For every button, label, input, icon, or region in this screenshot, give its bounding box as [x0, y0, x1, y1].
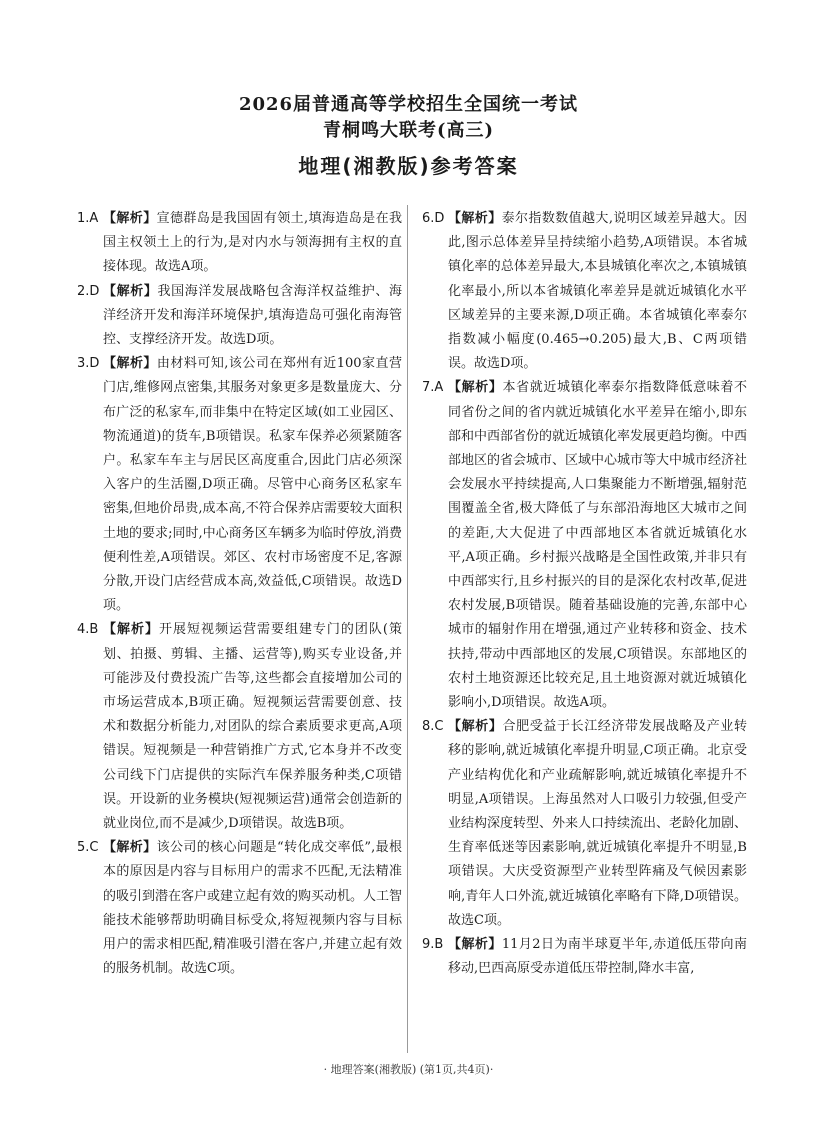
analysis-text: 开展短视频运营需要组建专门的团队(策划、拍摄、剪辑、主播、运营等),购买专业设备,并可能涉及付费投流广告等,这些都会直接增加公司的市场运营成本,B项正确。短视频运营需要创意、技术和数据分析能力,对团队的综合素质要求更高,A项错误。短视频是一种营销推广方式,它本身并不改变公司线下门店提供的实际汽车保养服务种类,C项错误。开设新的业务模块(短视频运营)通常会创造新的就业岗位,而不是减少,D项错误。故选B项。: [103, 622, 402, 832]
answer-number: 1.A: [77, 211, 99, 226]
answer-item: [77, 618, 402, 836]
column-divider: [407, 205, 408, 1053]
answer-item: [422, 933, 747, 981]
right-column: [422, 207, 747, 982]
analysis-text: 宣德群岛是我国固有领土,填海造岛是在我国主权领土上的行为,是对内水与领海拥有主权的直接体现。故选A项。: [103, 211, 402, 275]
analysis-text: 合肥受益于长江经济带发展战略及产业转移的影响,就近城镇化率提升明显,C项正确。北京受产业结构优化和产业疏解影响,就近城镇化率提升不明显,A项错误。上海虽然对人口吸引力较强,但受产业结构深度转型、外来人口持续流出、老龄化加剧、生育率低迷等因素影响,就近城镇化率提升不明显,B项错误。大庆受资源型产业转型阵痛及气候因素影响,青年人口外流,就近城镇化率略有下降,D项错误。故选C项。: [448, 719, 748, 928]
left-column: [77, 207, 402, 982]
answer-item: [422, 376, 747, 715]
answer-item: [77, 207, 402, 280]
answer-number: 7.A: [422, 380, 444, 396]
answer-number: 5.C: [77, 840, 99, 856]
answer-number: 6.D: [422, 211, 445, 226]
analysis-text: 我国海洋发展战略包含海洋权益维护、海洋经济开发和海洋环境保护,填海造岛可强化南海管控、支撑经济开发。故选D项。: [103, 283, 402, 348]
answer-item: [77, 836, 402, 981]
answer-item: [422, 207, 747, 376]
answer-item: [422, 715, 747, 933]
analysis-text: 本省就近城镇化率泰尔指数降低意味着不同省份之间的省内就近城镇化水平差异在缩小,即东部和中西部省份的就近城镇化率发展更趋均衡。中西部地区的省会城市、区域中心城市等大中城市经济社会发展水平持续提高,人口集聚能力不断增强,辐射范围覆盖全省,极大降低了与东部沿海地区大城市之间的差距,大大促进了中西部地区本省就近城镇化水平,A项正确。乡村振兴战略是全国性政策,并非只有中西部实行,且乡村振兴的目的是深化农村改革,促进农村发展,B项错误。随着基础设施的完善,东部中心城市的辐射作用在增强,通过产业转移和资金、技术扶持,带动中西部地区的发展,C项错误。东部地区的农村土地资源还比较充足,且土地资源对就近城镇化影响小,D项错误。故选A项。: [448, 380, 748, 711]
answer-key-title: 地理(湘教版)参考答案: [298, 154, 519, 178]
exam-subtitle: 青桐鸣大联考(高三): [322, 120, 495, 141]
analysis-tag: 【解析】: [103, 840, 157, 856]
analysis-tag: 【解析】: [103, 622, 159, 638]
analysis-tag: 【解析】: [448, 719, 503, 735]
page-footer: · 地理答案(湘教版) (第1页,共4页)·: [323, 1063, 494, 1076]
exam-title: 2026届普通高等学校招生全国统一考试: [238, 94, 579, 115]
analysis-tag: 【解析】: [103, 356, 157, 372]
answer-number: 4.B: [77, 622, 99, 638]
analysis-tag: 【解析】: [448, 211, 502, 226]
answer-number: 3.D: [77, 356, 100, 372]
answer-item: [77, 280, 402, 353]
analysis-text: 由材料可知,该公司在郑州有近100家直营门店,维修网点密集,其服务对象更多是数量庞大、分布广泛的私家车,而非集中在特定区域(如工业园区、物流通道)的货车,B项错误。私家车保养必须紧随客户。私家车车主与居民区高度重合,因此门店必须深入客户的生活圈,D项正确。尽管中心商务区私家车密集,但地价昂贵,成本高,不符合保养店需要较大面积土地的要求;同时,中心商务区车辆多为临时停放,消费便利性差,A项错误。郊区、农村市场密度不足,客源分散,开设门店经营成本高,效益低,C项错误。故选D项。: [103, 356, 402, 614]
analysis-text: 泰尔指数数值越大,说明区域差异越大。因此,图示总体差异呈持续缩小趋势,A项错误。本省城镇化率的总体差异最大,本县城镇化率次之,本镇城镇化率最小,所以本省城镇化率差异是就近城镇化水平区域差异的主要来源,D项正确。本省城镇化率泰尔指数减小幅度(0.465→0.205)最大,B、C两项错误。故选D项。: [448, 211, 747, 372]
answer-number: 2.D: [77, 283, 100, 299]
analysis-tag: 【解析】: [103, 283, 158, 299]
analysis-tag: 【解析】: [448, 380, 503, 396]
analysis-text: 该公司的核心问题是“转化成交率低”,最根本的原因是内容与目标用户的需求不匹配,无法精准的吸引到潜在客户或建立起有效的购买动机。人工智能技术能够帮助明确目标受众,将短视频内容与目标用户的需求相匹配,精准吸引潜在客户,并建立起有效的服务机制。故选C项。: [103, 840, 403, 977]
answer-item: [77, 352, 402, 618]
analysis-tag: 【解析】: [448, 937, 502, 953]
analysis-text: 11月2日为南半球夏半年,赤道低压带向南移动,巴西高原受赤道低压带控制,降水丰富,: [448, 937, 747, 977]
analysis-tag: 【解析】: [103, 211, 157, 226]
answer-number: 9.B: [422, 937, 444, 953]
answer-number: 8.C: [422, 719, 444, 735]
